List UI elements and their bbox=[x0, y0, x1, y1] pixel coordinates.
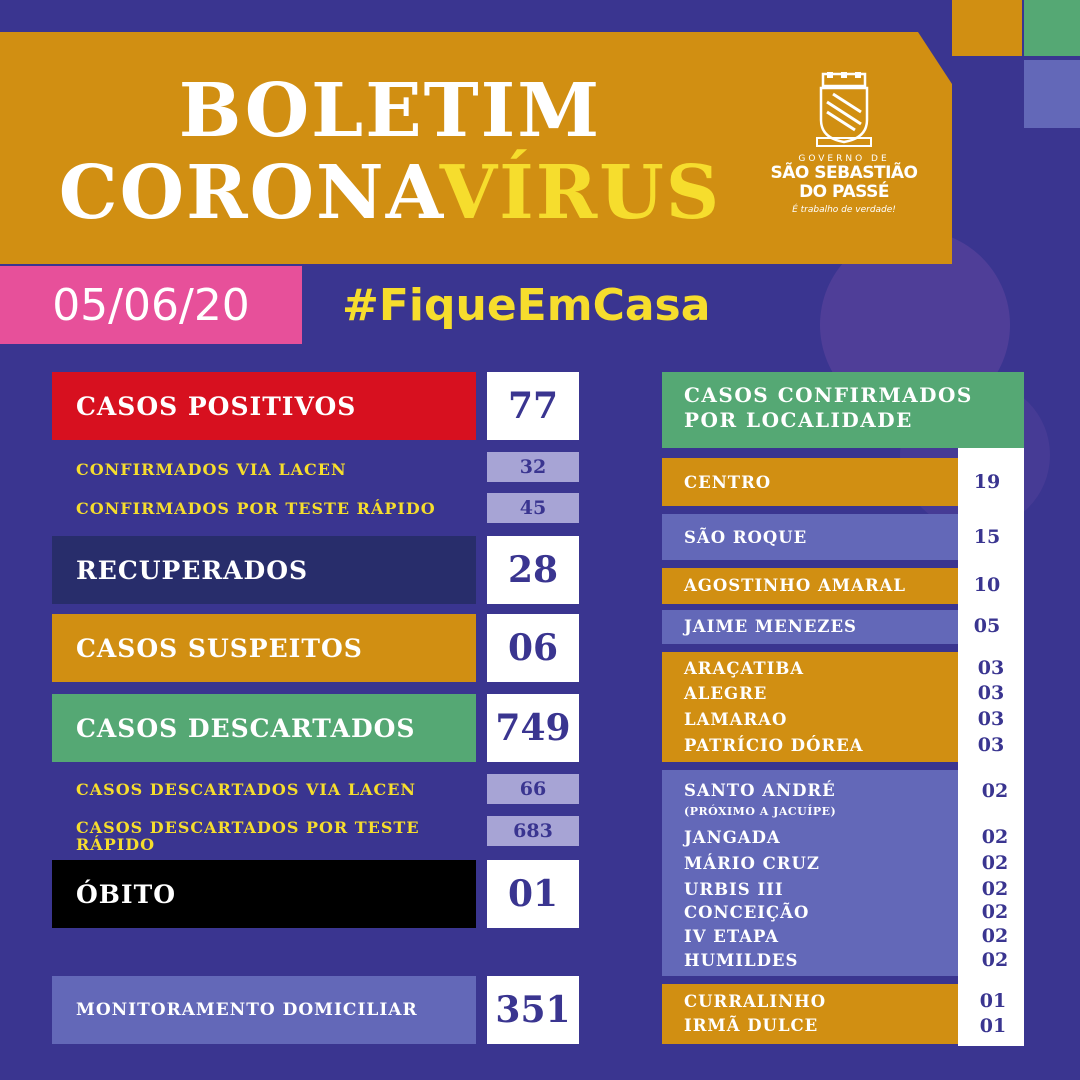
localidade-name: CURRALINHO bbox=[684, 992, 827, 1011]
casos-suspeitos-value: 06 bbox=[487, 614, 579, 682]
localidade-name: JAIME MENEZES bbox=[684, 617, 857, 636]
localidade-name: MÁRIO CRUZ bbox=[684, 854, 820, 873]
localidade-name: PATRÍCIO DÓREA bbox=[684, 736, 864, 755]
localidade-name: JANGADA bbox=[684, 828, 781, 847]
localidade-name: SÃO ROQUE bbox=[684, 528, 808, 547]
localidade-name: ARAÇATIBA bbox=[684, 659, 805, 678]
localidade-value: 15 bbox=[973, 526, 1001, 548]
lacen-value: 32 bbox=[487, 452, 579, 482]
localidade-value: 03 bbox=[977, 682, 1005, 704]
localidade-note: (PRÓXIMO A JACUÍPE) bbox=[684, 805, 837, 818]
descartados-lacen-value: 66 bbox=[487, 774, 579, 804]
corner-square-orange bbox=[952, 0, 1022, 56]
localidade-name: ALEGRE bbox=[684, 684, 768, 703]
descartados-rapido-label bbox=[76, 816, 476, 856]
localidade-value: 02 bbox=[981, 852, 1009, 874]
localidade-value: 02 bbox=[981, 901, 1009, 923]
title-line-1: BOLETIM bbox=[178, 68, 602, 154]
obito-value: 01 bbox=[487, 860, 579, 928]
localidade-header-line2: POR LOCALIDADE bbox=[684, 408, 913, 432]
localidade-name: SANTO ANDRÉ bbox=[684, 781, 836, 800]
localidade-name: HUMILDES bbox=[684, 951, 799, 970]
localidade-value: 05 bbox=[973, 615, 1001, 637]
descartados-lacen-label: CASOS DESCARTADOS VIA LACEN bbox=[76, 779, 417, 799]
descartados-rapido-line2: RÁPIDO bbox=[76, 835, 156, 854]
localidade-value: 02 bbox=[981, 780, 1009, 802]
localidade-value: 02 bbox=[981, 925, 1009, 947]
logo-line-1: GOVERNO DE bbox=[798, 154, 890, 164]
localidade-name: LAMARAO bbox=[684, 710, 788, 729]
localidade-name: CONCEIÇÃO bbox=[684, 903, 810, 922]
obito-label: ÓBITO bbox=[52, 860, 476, 928]
hashtag: #FiqueEmCasa bbox=[342, 280, 711, 331]
localidade-name: IV ETAPA bbox=[684, 927, 780, 946]
localidade-header bbox=[662, 372, 1024, 448]
localidade-value: 02 bbox=[981, 878, 1009, 900]
logo-slogan: É trabalho de verdade! bbox=[792, 205, 896, 215]
casos-suspeitos-label: CASOS SUSPEITOS bbox=[52, 614, 476, 682]
teste-rapido-label: CONFIRMADOS POR TESTE RÁPIDO bbox=[76, 498, 436, 518]
casos-descartados-label: CASOS DESCARTADOS bbox=[52, 694, 476, 762]
localidade-value: 19 bbox=[973, 471, 1001, 493]
casos-positivos-value: 77 bbox=[487, 372, 579, 440]
localidade-value: 03 bbox=[977, 734, 1005, 756]
title-line-2: CORONAVÍRUS bbox=[58, 150, 722, 236]
localidade-name: IRMÃ DULCE bbox=[684, 1016, 819, 1035]
localidade-value: 03 bbox=[977, 657, 1005, 679]
localidade-value: 01 bbox=[979, 1015, 1007, 1037]
corner-square-blue bbox=[1024, 60, 1080, 128]
logo-line-2a: SÃO SEBASTIÃO bbox=[770, 163, 918, 183]
recuperados-label: RECUPERADOS bbox=[52, 536, 476, 604]
localidade-value: 02 bbox=[981, 949, 1009, 971]
descartados-rapido-line1: CASOS DESCARTADOS POR TESTE bbox=[76, 818, 420, 837]
date-badge: 05/06/20 bbox=[0, 266, 302, 344]
localidade-value: 10 bbox=[973, 574, 1001, 596]
casos-positivos-label: CASOS POSITIVOS bbox=[52, 372, 476, 440]
localidade-name: AGOSTINHO AMARAL bbox=[684, 576, 906, 595]
localidade-value: 02 bbox=[981, 826, 1009, 848]
descartados-rapido-value: 683 bbox=[487, 816, 579, 846]
localidade-name: URBIS III bbox=[684, 880, 784, 899]
localidade-value: 01 bbox=[979, 990, 1007, 1012]
corner-square-green bbox=[1024, 0, 1080, 56]
localidade-header-line1: CASOS CONFIRMADOS bbox=[684, 383, 973, 407]
teste-rapido-value: 45 bbox=[487, 493, 579, 523]
lacen-label: CONFIRMADOS VIA LACEN bbox=[76, 459, 347, 479]
casos-descartados-value: 749 bbox=[487, 694, 579, 762]
monitoramento-label: MONITORAMENTO DOMICILIAR bbox=[52, 976, 476, 1044]
localidade-value: 03 bbox=[977, 708, 1005, 730]
recuperados-value: 28 bbox=[487, 536, 579, 604]
coat-of-arms-icon bbox=[809, 72, 879, 148]
monitoramento-value: 351 bbox=[487, 976, 579, 1044]
localidade-name: CENTRO bbox=[684, 473, 772, 492]
page-title bbox=[0, 70, 780, 234]
government-logo bbox=[770, 72, 918, 215]
logo-line-2b: DO PASSÉ bbox=[799, 182, 889, 202]
